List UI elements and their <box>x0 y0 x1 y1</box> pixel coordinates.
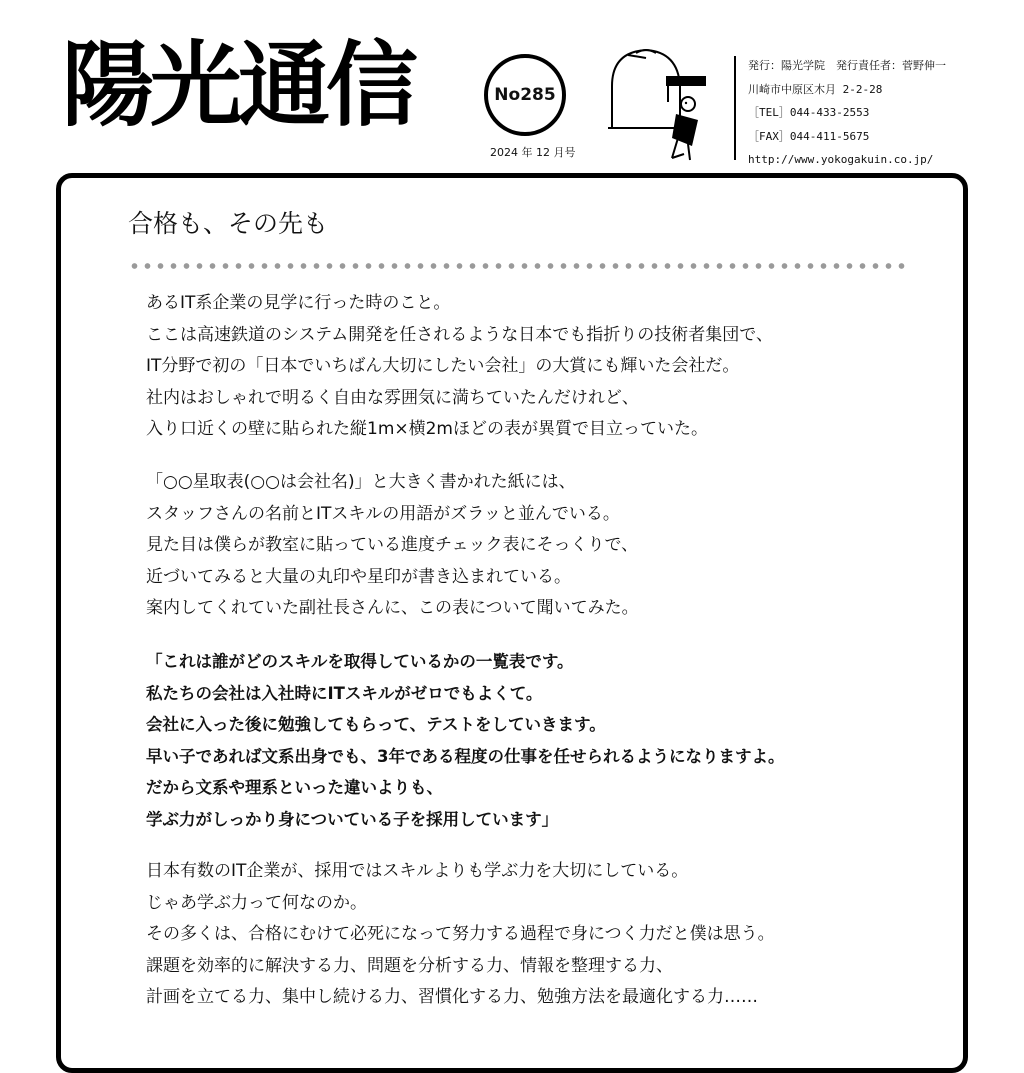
quote-line: 私たちの会社は入社時にITスキルがゼロでもよくて。 <box>146 683 543 703</box>
publisher-url[interactable]: http://www.yokogakuin.co.jp/ <box>748 153 934 166</box>
text-line: 日本有数のIT企業が、採用ではスキルよりも学ぶ力を大切にしている。 <box>146 861 689 881</box>
publisher-address: 川崎市中原区木月 2-2-28 <box>748 82 883 96</box>
text-line: 入り口近くの壁に貼られた縦1m×横2mほどの表が異質で目立っていた。 <box>146 419 708 439</box>
text-line: 近づいてみると大量の丸印や星印が書き込まれている。 <box>146 566 571 587</box>
quote-line: だから文系や理系といった違いよりも、 <box>146 778 443 797</box>
quote-line: 学ぶ力がしっかり身についている子を採用しています」 <box>146 809 559 829</box>
paragraph-1 <box>146 288 773 446</box>
text-line: 見た目は僕らが教室に貼っている進度チェック表にそっくりで、 <box>146 535 639 555</box>
masthead-title: 陽光通信 <box>62 32 415 139</box>
issue-number-badge: No285 <box>484 54 566 136</box>
text-line: ここは高速鉄道のシステム開発を任されるような日本でも指折りの技術者集団で、 <box>146 324 773 345</box>
mascot-illustration <box>606 46 716 162</box>
text-line: スタッフさんの名前とITスキルの用語がズラッと並んでいる。 <box>146 503 620 524</box>
publisher-line: 発行：陽光学院 発行責任者：菅野伸一 <box>748 59 946 72</box>
paragraph-4 <box>146 856 775 1014</box>
text-line: 課題を効率的に解決する力、問題を分析する力、情報を整理する力、 <box>146 955 673 976</box>
publisher-fax: ［FAX］044-411-5675 <box>748 129 870 143</box>
quote-line: 「これは誰がどのスキルを取得しているかの一覧表です。 <box>146 652 574 671</box>
quote-paragraph <box>146 646 784 835</box>
article-title: 合格も、その先も <box>128 209 329 238</box>
text-line: その多くは、合格にむけて必死になって努力する過程で身につく力だと僕は思う。 <box>146 924 775 944</box>
text-line: じゃあ学ぶ力って何なのか。 <box>146 892 367 913</box>
text-line: 社内はおしゃれで明るく自由な雰囲気に満ちていたんだけれど、 <box>146 387 639 408</box>
quote-line: 会社に入った後に勉強してもらって、テストをしていきます。 <box>146 715 606 734</box>
text-line: 計画を立てる力、集中し続ける力、習慣化する力、勉強方法を最適化する力…… <box>146 987 758 1007</box>
text-line: 案内してくれていた副社長さんに、この表について聞いてみた。 <box>146 598 639 618</box>
publisher-tel: ［TEL］044-433-2553 <box>748 106 870 119</box>
issue-date: 2024 年 12 月号 <box>490 146 576 159</box>
info-divider <box>734 56 736 160</box>
text-line: あるIT系企業の見学に行った時のこと。 <box>146 293 451 313</box>
text-line: 「○○星取表(○○は会社名)」と大きく書かれた紙には、 <box>146 472 576 492</box>
text-line: IT分野で初の「日本でいちばん大切にしたい会社」の大賞にも輝いた会社だ。 <box>146 356 740 376</box>
quote-line: 早い子であれば文系出身でも、3年である程度の仕事を任せられるようになりますよ。 <box>146 746 785 766</box>
paragraph-2 <box>146 467 639 625</box>
dotted-divider <box>128 262 908 270</box>
publisher-info <box>748 54 946 172</box>
